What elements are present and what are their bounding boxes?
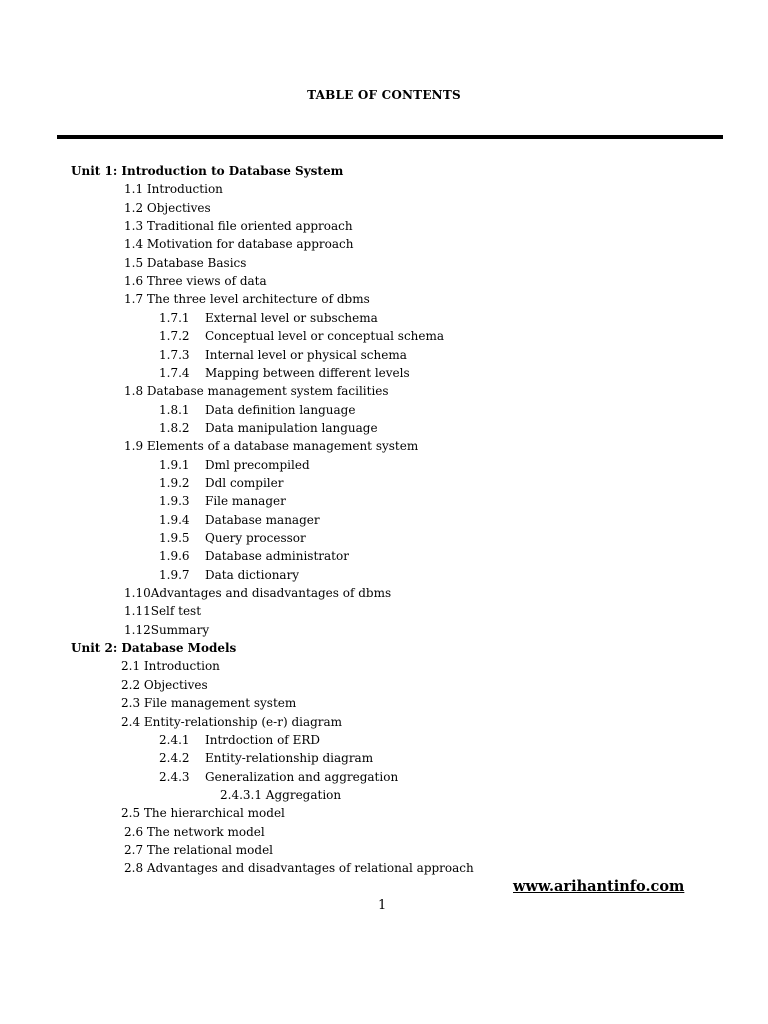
toc-entry: [124, 841, 273, 859]
toc-entry: [159, 346, 407, 364]
toc-entry: [159, 547, 349, 565]
toc-entry-text: Intrdoction of ERD: [205, 732, 320, 747]
toc-entry: [124, 621, 209, 639]
toc-entry-text: 1.3 Traditional file oriented approach: [124, 219, 353, 234]
toc-entry-number: 1.9.2: [159, 475, 190, 490]
toc-entry-text: 1.1 Introduction: [124, 182, 223, 197]
toc-entry-number: 1.8.2: [159, 420, 190, 435]
toc-entry: [159, 309, 378, 327]
toc-entry: [121, 713, 342, 731]
toc-entry-text: 2.4 Entity-relationship (e-r) diagram: [121, 714, 343, 729]
toc-entry-text: 1.11Self test: [124, 604, 202, 619]
toc-entry: [124, 254, 246, 272]
toc-entry-text: 1.7 The three level architecture of dbms: [124, 292, 370, 307]
toc-entry: [124, 602, 201, 620]
toc-entry: [121, 657, 220, 675]
toc-entry: [159, 511, 320, 529]
toc-entry-text: Dml precompiled: [205, 457, 310, 472]
toc-entry-text: Conceptual level or conceptual schema: [205, 329, 445, 344]
toc-entry-text: 2.7 The relational model: [124, 842, 274, 857]
toc-entry-text: 2.8 Advantages and disadvantages of relational approach: [124, 861, 474, 876]
toc-entry-text: 1.12Summary: [124, 622, 210, 637]
toc-entry-text: External level or subschema: [205, 310, 378, 325]
toc-entry: [159, 419, 378, 437]
toc-entry-number: 1.9.1: [159, 457, 190, 472]
toc-entry-number: 1.7.1: [159, 310, 190, 325]
toc-unit-heading: [71, 639, 236, 657]
toc-entry: [124, 180, 223, 198]
toc-entry: [121, 676, 208, 694]
toc-entry-number: 1.9.6: [159, 549, 190, 564]
toc-entry-number: 1.7.2: [159, 329, 190, 344]
toc-entry: [121, 694, 296, 712]
toc-entry-number: 1.8.1: [159, 402, 190, 417]
toc-entry: [124, 217, 353, 235]
toc-entry: [220, 786, 341, 804]
toc-entry-number: 2.4.2: [159, 751, 190, 766]
toc-entry: [159, 566, 299, 584]
toc-entry-text: Data dictionary: [205, 567, 300, 582]
toc-entry: [159, 401, 355, 419]
toc-entry-number: 1.9.7: [159, 567, 190, 582]
toc-entry: [124, 199, 211, 217]
toc-entry: [124, 584, 391, 602]
toc-entry-text: File manager: [205, 494, 286, 509]
toc-entry-text: Mapping between different levels: [205, 365, 410, 380]
toc-entry-text: Internal level or physical schema: [205, 347, 407, 362]
toc-entry: [159, 731, 320, 749]
toc-entry: [124, 235, 353, 253]
toc-entry-text: 2.6 The network model: [124, 824, 265, 839]
toc-entry-text: 2.3 File management system: [121, 696, 297, 711]
toc-entry-number: 1.9.5: [159, 531, 190, 545]
title-divider: [57, 135, 723, 139]
toc-entry-text: 1.4 Motivation for database approach: [124, 237, 354, 252]
toc-entry-number: 1.7.4: [159, 365, 190, 380]
toc-entry-number: 1.9.3: [159, 494, 190, 509]
toc-entry: [159, 492, 286, 510]
toc-entry-number: 2.4.3: [159, 769, 190, 784]
toc-entry: [159, 529, 306, 547]
toc-entry-text: Data definition language: [205, 402, 356, 417]
page-number: 1: [378, 898, 387, 913]
toc-entry-text: Database administrator: [205, 549, 349, 564]
toc-entry-text: 2.1 Introduction: [121, 659, 220, 674]
toc-entry-text: Entity-relationship diagram: [205, 751, 374, 766]
toc-entry-text: Data manipulation language: [205, 420, 378, 435]
toc-entry: [159, 327, 444, 345]
toc-entry: [159, 364, 410, 382]
toc-entry-text: 1.8 Database management system facilities: [124, 384, 389, 399]
website-footer-link[interactable]: www.arihantinfo.com: [513, 878, 685, 895]
toc-entry-text: 2.5 The hierarchical model: [121, 806, 285, 821]
toc-entry: [124, 272, 267, 290]
toc-entry-number: 1.9.4: [159, 512, 190, 527]
toc-entry-number: 1.7.3: [159, 347, 190, 362]
toc-entry: [124, 823, 265, 841]
toc-entry-text: Database manager: [205, 512, 320, 527]
toc-entry-text: Unit 1: Introduction to Database System: [71, 164, 344, 178]
toc-entry: [121, 804, 285, 822]
toc-entry-text: Generalization and aggregation: [205, 769, 399, 784]
toc-entry-text: 1.9 Elements of a database management system: [124, 439, 419, 454]
toc-entry: [159, 456, 310, 474]
toc-unit-heading: [71, 162, 343, 180]
toc-entry-text: 2.2 Objectives: [121, 677, 208, 692]
toc-entry: [159, 749, 373, 767]
toc-entry-text: Unit 2: Database Models: [71, 641, 237, 656]
toc-entry: [159, 474, 283, 492]
page-title: TABLE OF CONTENTS: [307, 88, 461, 102]
toc-entry-text: 1.6 Three views of data: [124, 274, 267, 289]
toc-entry: [124, 382, 389, 400]
toc-entry-text: Ddl compiler: [205, 475, 284, 490]
toc-entry-text: 2.4.3.1 Aggregation: [220, 787, 342, 802]
toc-entry: [124, 859, 474, 877]
toc-entry-text: Query processor: [205, 531, 306, 545]
toc-entry-text: 1.5 Database Basics: [124, 255, 247, 270]
toc-entry-number: 2.4.1: [159, 732, 190, 747]
toc-entry: [124, 437, 418, 455]
toc-entry: [124, 290, 370, 308]
toc-entry: [159, 768, 398, 786]
toc-entry-text: 1.10Advantages and disadvantages of dbms: [124, 586, 392, 601]
toc-entry-text: 1.2 Objectives: [124, 200, 211, 215]
